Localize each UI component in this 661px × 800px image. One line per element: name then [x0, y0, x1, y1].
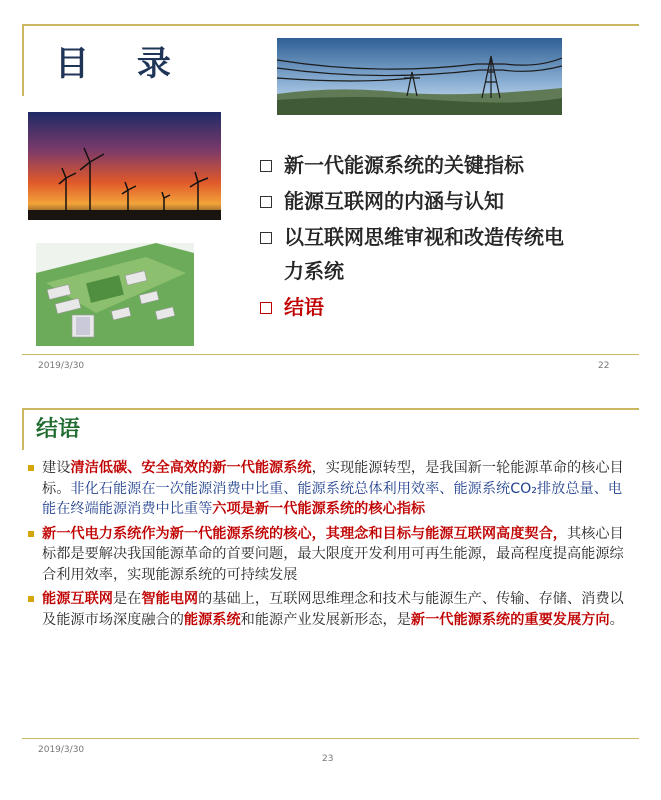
toc-item-3[interactable] — [258, 220, 584, 288]
bullet-text-run: 能源互联网 — [42, 591, 113, 607]
bullet-text-run: ，实现能源转型，是我国新一轮能源革命的核心目标。 — [42, 460, 624, 497]
bullet-item — [28, 589, 628, 630]
toc-item-label: 能源互联网的内涵与认知 — [284, 189, 504, 213]
toc-item-label: 新一代能源系统的关键指标 — [284, 153, 524, 177]
bullet-text-run: 清洁低碳、安全高效的新一代能源系统 — [70, 460, 312, 476]
checkbox-bullet-icon — [260, 160, 272, 172]
checkbox-bullet-icon — [260, 302, 272, 314]
checkbox-bullet-icon — [260, 232, 272, 244]
power-lines-photo — [277, 38, 562, 115]
toc-item-label: 结语 — [284, 295, 324, 319]
footer-divider — [22, 354, 639, 355]
checkbox-bullet-icon — [260, 196, 272, 208]
bullet-text-run: 其核心目标都是要解决我国能源革命的首要问题，最大限度开发利用可再生能源，最高程度提高能源综合利用效率，实现能源系统的可持续发展 — [42, 525, 624, 583]
slide-conclusion — [0, 396, 661, 800]
left-accent-bar — [22, 408, 24, 450]
square-bullet-icon — [28, 531, 34, 537]
square-bullet-icon — [28, 465, 34, 471]
top-divider — [22, 408, 639, 410]
bullet-text-run: 建设 — [42, 460, 71, 476]
bullet-text-run: 六项是新一代能源系统的核心指标 — [212, 501, 426, 517]
bullet-text-run: 。 — [609, 611, 624, 628]
left-accent-bar — [22, 24, 24, 96]
bullet-text-run: 是在 — [112, 591, 142, 607]
toc-item-4[interactable] — [258, 290, 584, 324]
bullet-text-run: 非化石能源在一次能源消费中比重、能源系统总体利用效率、能源系统CO₂排放总量、电能在终端能源消费中比重等 — [42, 480, 623, 517]
bullet-text-run: 的基础上，互联网思维理念和技术与能源生产、传输、存储、消费以及能源市场深度融合的 — [42, 591, 624, 628]
page-number: 23 — [322, 754, 334, 764]
industrial-park-photo — [36, 243, 194, 346]
slide-toc — [0, 0, 661, 395]
bullet-text-run: 能源系统 — [183, 611, 241, 628]
bullet-text-run: 新一代电力系统作为新一代能源系统的核心，其理念和目标与能源互联网高度契合， — [42, 525, 567, 542]
bullet-item — [28, 458, 628, 520]
toc-list — [258, 148, 584, 326]
page-title: 目 录 — [55, 44, 189, 84]
wind-turbines-photo — [28, 112, 221, 220]
top-divider — [22, 24, 639, 26]
page-title: 结语 — [36, 417, 81, 442]
bullet-text-run: 智能电网 — [141, 591, 199, 607]
bullet-text-run: 新一代能源系统的重要发展方向 — [410, 611, 610, 628]
bullet-item — [28, 524, 628, 586]
bullet-list — [28, 458, 628, 634]
footer-divider — [22, 738, 639, 739]
toc-item-label: 以互联网思维审视和改造传统电力系统 — [284, 225, 564, 283]
bullet-text-run: 和能源产业发展新形态，是 — [240, 611, 411, 628]
square-bullet-icon — [28, 596, 34, 602]
toc-item-2[interactable] — [258, 184, 584, 218]
footer-date: 2019/3/30 — [38, 745, 85, 755]
toc-item-1[interactable] — [258, 148, 584, 182]
footer-date: 2019/3/30 — [38, 361, 85, 371]
page-number: 22 — [598, 361, 610, 371]
